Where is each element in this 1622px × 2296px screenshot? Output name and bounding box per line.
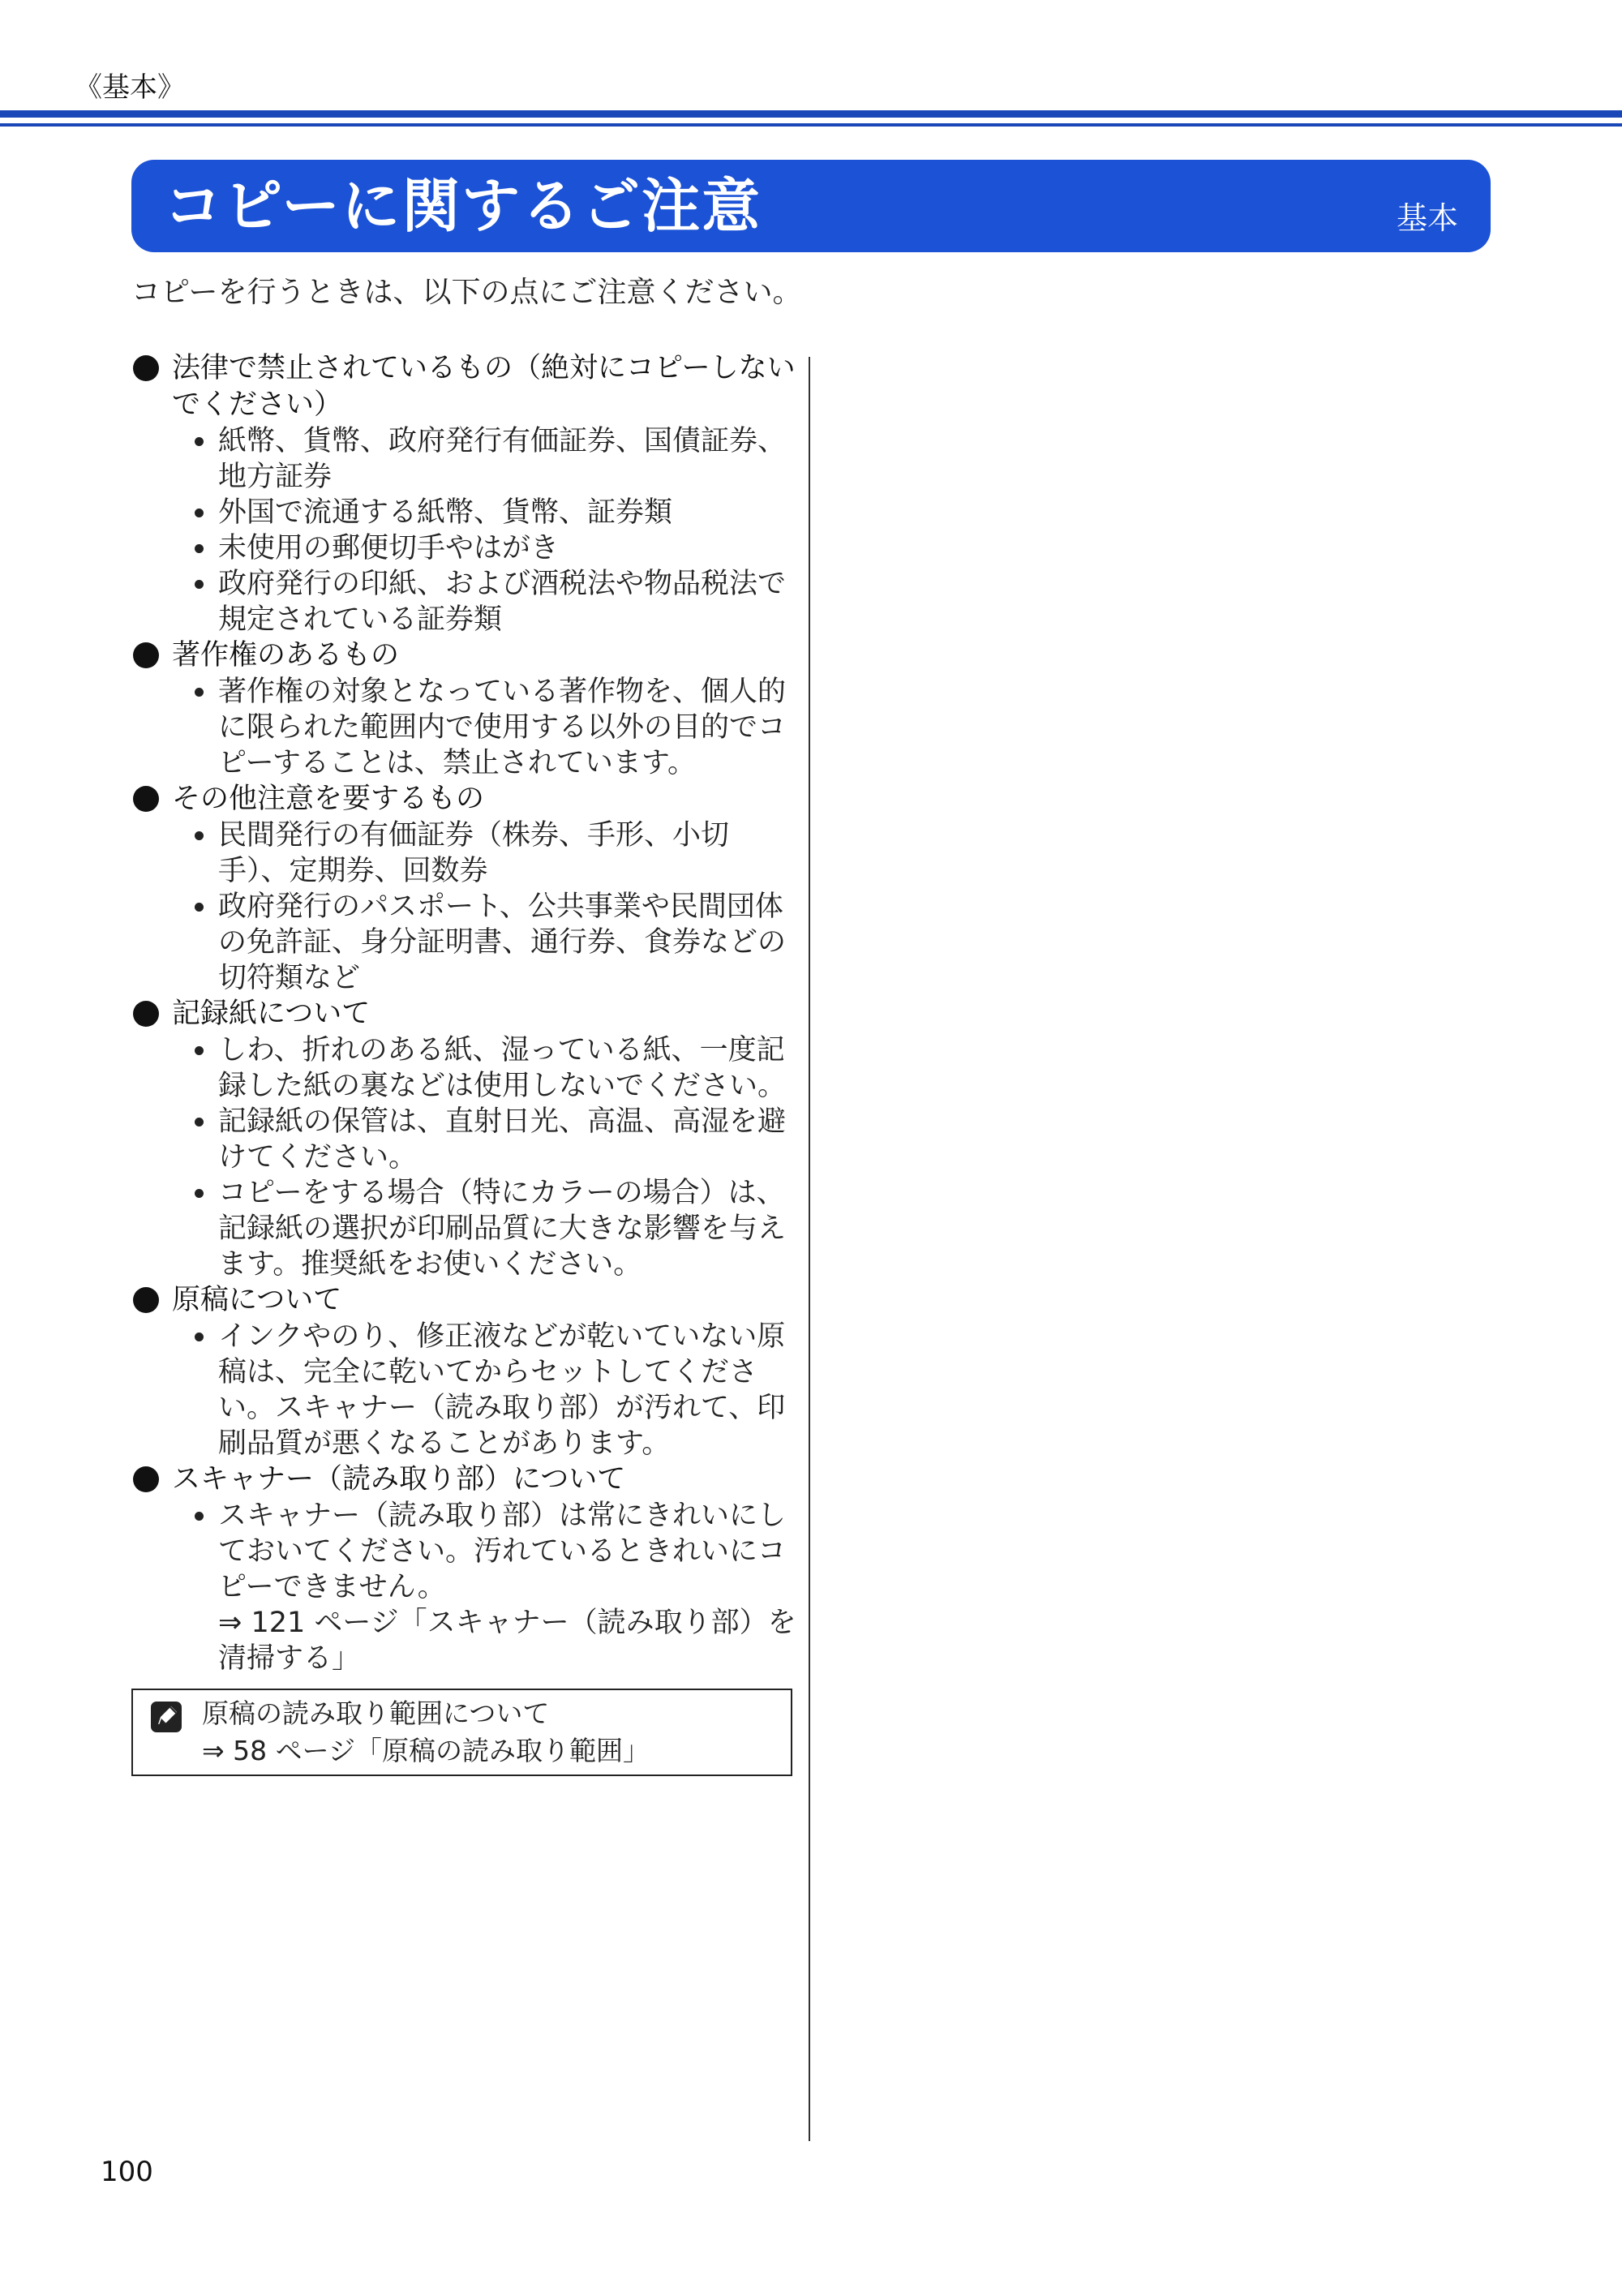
section-heading-text: 記録紙について	[172, 998, 371, 1030]
small-bullet-icon	[195, 544, 204, 553]
section-heading	[131, 1282, 796, 1319]
section-other	[131, 781, 796, 996]
bullet-dot-icon	[133, 1001, 159, 1027]
item-list	[131, 1498, 796, 1676]
note-text	[202, 1695, 650, 1770]
list-item: しわ、折れのある紙、湿っている紙、一度記録した紙の裏などは使用しないでください。	[131, 1032, 796, 1104]
item-list	[131, 674, 796, 781]
bullet-dot-icon	[133, 642, 159, 668]
section-paper	[131, 996, 796, 1282]
small-bullet-icon	[195, 1118, 204, 1127]
bullet-dot-icon	[133, 786, 159, 812]
section-scanner	[131, 1461, 796, 1676]
small-bullet-icon	[195, 688, 204, 697]
item-list	[131, 1319, 796, 1461]
title-banner	[131, 160, 1491, 252]
list-item: 政府発行の印紙、および酒税法や物品税法で規定されている証券類	[131, 566, 796, 637]
list-item: 未使用の郵便切手やはがき	[131, 530, 796, 566]
small-bullet-icon	[195, 831, 204, 840]
section-copyright	[131, 637, 796, 781]
small-bullet-icon	[195, 1512, 204, 1521]
small-bullet-icon	[195, 437, 204, 446]
section-heading-text: 著作権のあるもの	[172, 639, 400, 672]
header-rule-thick	[0, 110, 1622, 118]
list-item: 民間発行の有価証券（株券、手形、小切手）、定期券、回数券	[131, 818, 796, 889]
section-heading-text: スキャナー（読み取り部）について	[172, 1463, 626, 1496]
list-item: 政府発行のパスポート、公共事業や民間団体の免許証、身分証明書、通行券、食券などの切符類など	[131, 889, 796, 996]
section-heading	[131, 996, 796, 1032]
item-list	[131, 818, 796, 996]
list-item: スキャナー（読み取り部）は常にきれいにしておいてください。汚れているときれいにコピーできません。 ⇒ 121 ページ「スキャナー（読み取り部）を清掃する」	[131, 1498, 796, 1676]
item-list	[131, 1032, 796, 1282]
list-item: 記録紙の保管は、直射日光、高温、高湿を避けてください。	[131, 1104, 796, 1175]
list-item: 外国で流通する紙幣、貨幣、証券類	[131, 495, 796, 530]
column-divider	[809, 357, 810, 2141]
small-bullet-icon	[195, 1189, 204, 1198]
note-line-1: 原稿の読み取り範囲について	[202, 1697, 550, 1729]
page-reference-link[interactable]: ⇒ 121 ページ「スキャナー（読み取り部）を清掃する」	[218, 1607, 796, 1675]
small-bullet-icon	[195, 1333, 204, 1341]
section-heading	[131, 1461, 796, 1498]
section-original	[131, 1282, 796, 1461]
category-tag: 基本	[1396, 200, 1458, 236]
small-bullet-icon	[195, 903, 204, 912]
section-heading	[131, 350, 796, 423]
note-box	[131, 1689, 792, 1776]
list-item: コピーをする場合（特にカラーの場合）は、記録紙の選択が印刷品質に大きな影響を与えます。推奨紙をお使いください。	[131, 1175, 796, 1282]
page-title: コピーに関するご注意	[164, 172, 762, 240]
pencil-note-icon	[151, 1702, 182, 1732]
intro-text: コピーを行うときは、以下の点にご注意ください。	[131, 276, 802, 309]
note-reference-link[interactable]: ⇒ 58 ページ「原稿の読み取り範囲」	[202, 1735, 650, 1766]
section-heading-text: 法律で禁止されているもの（絶対にコピーしないでください）	[172, 352, 796, 421]
bullet-dot-icon	[133, 1466, 159, 1492]
content-column	[131, 350, 796, 1676]
small-bullet-icon	[195, 1046, 204, 1055]
item-list	[131, 423, 796, 637]
breadcrumb: 《基本》	[75, 71, 185, 104]
bullet-dot-icon	[133, 1287, 159, 1313]
list-item: 紙幣、貨幣、政府発行有価証券、国債証券、地方証券	[131, 423, 796, 495]
section-heading-text: その他注意を要するもの	[172, 783, 485, 815]
bullet-dot-icon	[133, 355, 159, 381]
section-legal	[131, 350, 796, 637]
page-number: 100	[101, 2156, 153, 2188]
list-item: インクやのり、修正液などが乾いていない原稿は、完全に乾いてからセットしてください。スキャナー（読み取り部）が汚れて、印刷品質が悪くなることがあります。	[131, 1319, 796, 1461]
section-heading	[131, 637, 796, 674]
small-bullet-icon	[195, 580, 204, 589]
list-item: 著作権の対象となっている著作物を、個人的に限られた範囲内で使用する以外の目的でコピーすることは、禁止されています。	[131, 674, 796, 781]
header-rule-thin	[0, 123, 1622, 127]
small-bullet-icon	[195, 509, 204, 517]
section-heading	[131, 781, 796, 818]
section-heading-text: 原稿について	[172, 1284, 342, 1316]
